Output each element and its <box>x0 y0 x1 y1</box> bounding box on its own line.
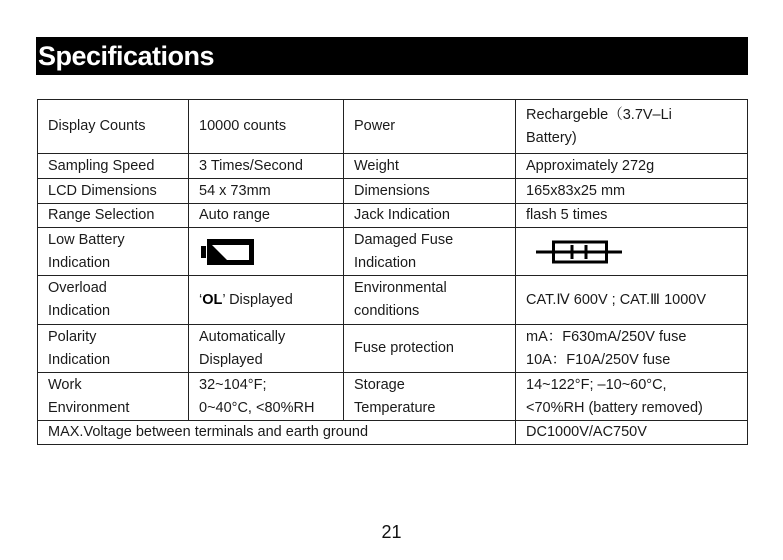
lcd-dimensions-label: LCD Dimensions <box>38 179 189 204</box>
max-voltage-value: DC1000V/AC750V <box>516 421 748 445</box>
section-header <box>36 37 748 75</box>
power-label: Power <box>344 100 516 154</box>
low-battery-value <box>189 228 344 276</box>
battery-icon <box>201 237 261 267</box>
damaged-fuse-value <box>516 228 748 276</box>
overload-label: Overload Indication <box>38 276 189 325</box>
fuse-protection-value: mA：F630mA/250V fuse 10A：F10A/250V fuse <box>516 325 748 373</box>
table-row <box>38 154 748 179</box>
sampling-speed-label: Sampling Speed <box>38 154 189 179</box>
damaged-fuse-label: Damaged Fuse Indication <box>344 228 516 276</box>
max-voltage-label: MAX.Voltage between terminals and earth ground <box>38 421 516 445</box>
work-environment-label: Work Environment <box>38 373 189 421</box>
environmental-value: CAT.Ⅳ 600V ; CAT.Ⅲ 1000V <box>516 276 748 325</box>
polarity-value: Automatically Displayed <box>189 325 344 373</box>
polarity-label: Polarity Indication <box>38 325 189 373</box>
range-selection-label: Range Selection <box>38 204 189 228</box>
dimensions-value: 165x83x25 mm <box>516 179 748 204</box>
specifications-table <box>37 99 748 445</box>
lcd-dimensions-value: 54 x 73mm <box>189 179 344 204</box>
range-selection-value: Auto range <box>189 204 344 228</box>
table-row <box>38 421 748 445</box>
fuse-icon <box>536 237 622 267</box>
table-row <box>38 204 748 228</box>
power-value: Rechargeble（3.7V–Li Battery) <box>516 100 748 154</box>
section-title: Specifications <box>38 41 215 71</box>
work-environment-value: 32~104°F; 0~40°C, <80%RH <box>189 373 344 421</box>
storage-temperature-value: 14~122°F; –10~60°C, <70%RH (battery removed) <box>516 373 748 421</box>
jack-indication-value: flash 5 times <box>516 204 748 228</box>
table-row <box>38 276 748 325</box>
jack-indication-label: Jack Indication <box>344 204 516 228</box>
storage-temperature-label: Storage Temperature <box>344 373 516 421</box>
weight-value: Approximately 272g <box>516 154 748 179</box>
overload-value: ‘OL’ Displayed <box>189 276 344 325</box>
display-counts-value: 10000 counts <box>189 100 344 154</box>
table-row <box>38 228 748 276</box>
table-row <box>38 373 748 421</box>
dimensions-label: Dimensions <box>344 179 516 204</box>
weight-label: Weight <box>344 154 516 179</box>
environmental-label: Environmental conditions <box>344 276 516 325</box>
table-row <box>38 100 748 154</box>
table-row <box>38 325 748 373</box>
fuse-protection-label: Fuse protection <box>344 325 516 373</box>
low-battery-label: Low Battery Indication <box>38 228 189 276</box>
sampling-speed-value: 3 Times/Second <box>189 154 344 179</box>
display-counts-label: Display Counts <box>38 100 189 154</box>
table-row <box>38 179 748 204</box>
page-number: 21 <box>381 522 402 542</box>
